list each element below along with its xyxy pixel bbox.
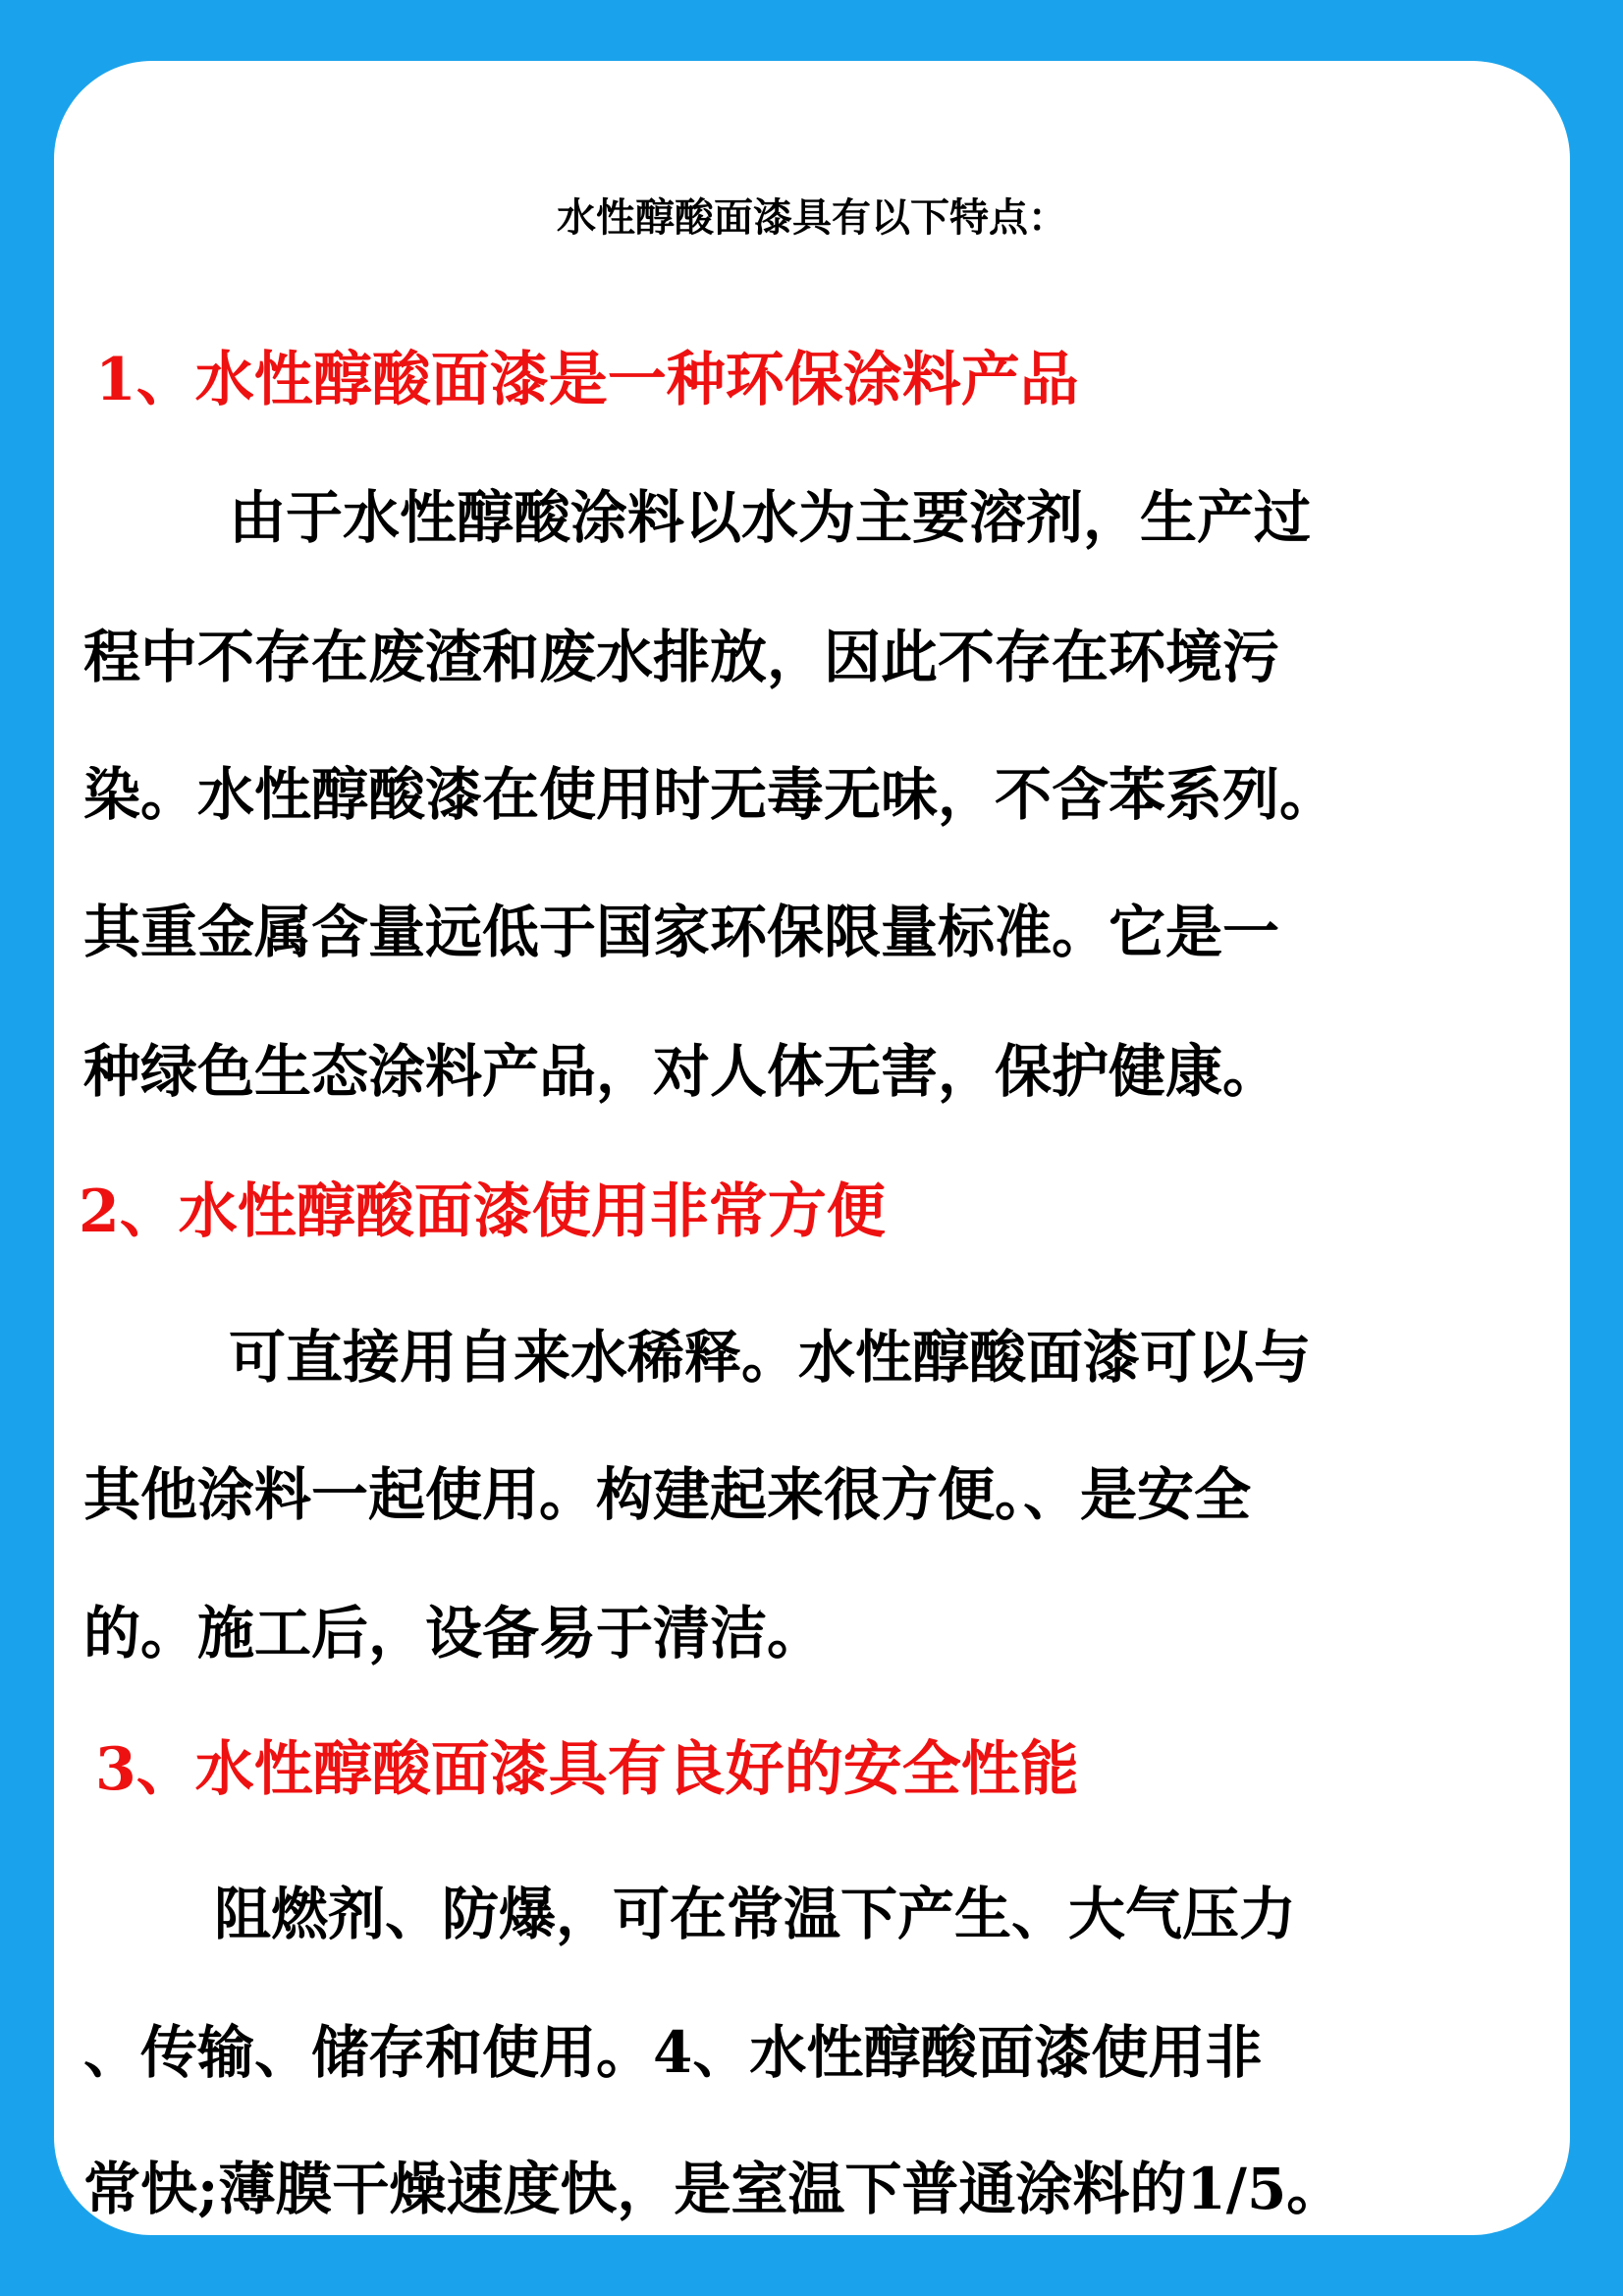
content-card bbox=[54, 61, 1570, 2235]
section-3-line-2: 、传输、储存和使用。4、水性醇酸面漆使用非 bbox=[83, 2019, 1263, 2086]
section-3-line-1: 阻燃剂、防爆，可在常温下产生、大气压力 bbox=[214, 1881, 1297, 1947]
section-1-line-1: 由于水性醇酸涂料以水为主要溶剂，生产过 bbox=[229, 484, 1312, 551]
section-2-line-1: 可直接用自来水稀释。水性醇酸面漆可以与 bbox=[229, 1324, 1312, 1391]
section-1-line-2: 程中不存在废渣和废水排放，因此不存在环境污 bbox=[83, 624, 1280, 690]
section-1-line-4: 其重金属含量远低于国家环保限量标准。它是一 bbox=[83, 899, 1280, 965]
section-2-heading: 2、水性醇酸面漆使用非常方便 bbox=[79, 1177, 886, 1246]
section-1-line-5: 种绿色生态涂料产品，对人体无害，保护健康。 bbox=[83, 1038, 1280, 1105]
section-1-line-3: 染。水性醇酸漆在使用时无毒无味，不含苯系列。 bbox=[83, 761, 1337, 828]
section-2-line-3: 的。施工后，设备易于清洁。 bbox=[83, 1600, 825, 1667]
section-3-line-3: 常快;薄膜干燥速度快，是室温下普通涂料的1/5。 bbox=[83, 2156, 1344, 2222]
section-1-heading: 1、水性醇酸面漆是一种环保涂料产品 bbox=[95, 346, 1079, 414]
section-2-line-2: 其他涂料一起使用。构建起来很方便。、是安全 bbox=[83, 1461, 1252, 1528]
section-3-heading: 3、水性醇酸面漆具有良好的安全性能 bbox=[95, 1735, 1079, 1804]
page-title: 水性醇酸面漆具有以下特点： bbox=[557, 195, 1067, 241]
